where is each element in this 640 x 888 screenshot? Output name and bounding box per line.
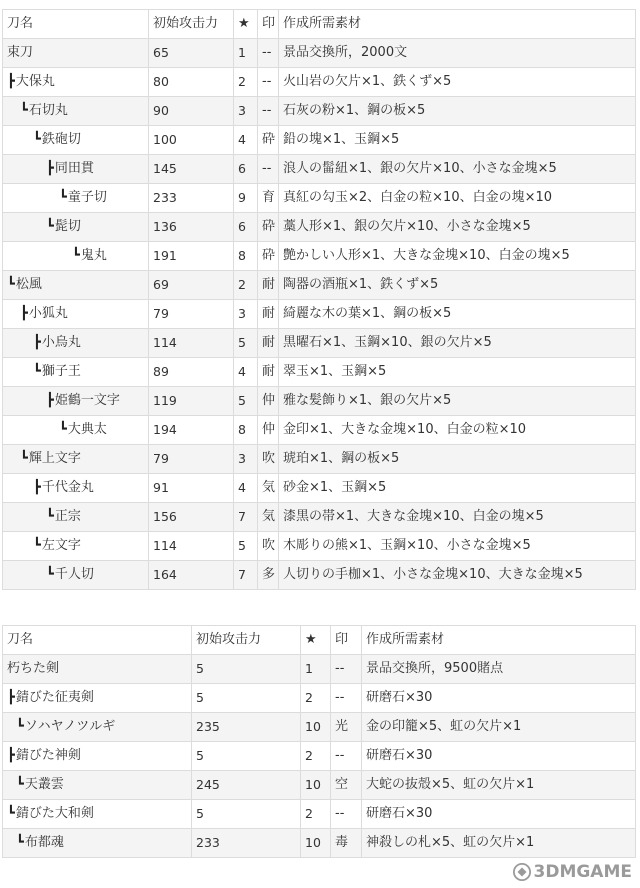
seal-cell: 砕 xyxy=(258,242,279,271)
attack-cell: 5 xyxy=(192,655,301,684)
star-cell: 8 xyxy=(234,242,258,271)
attack-cell: 69 xyxy=(149,271,234,300)
materials-cell: 綺麗な木の葉×1、鋼の板×5 xyxy=(279,300,636,329)
attack-cell: 100 xyxy=(149,126,234,155)
materials-cell: 研磨石×30 xyxy=(362,800,636,829)
sword-name: 天叢雲 xyxy=(24,777,64,792)
table-row xyxy=(3,271,636,300)
watermark-text: 3DMGAME xyxy=(533,862,632,882)
table-row xyxy=(3,242,636,271)
star-cell: 3 xyxy=(234,300,258,329)
seal-cell: 育 xyxy=(258,184,279,213)
sword-name-cell xyxy=(3,445,149,474)
materials-cell: 景品交換所，9500賭点 xyxy=(362,655,636,684)
header-row xyxy=(3,10,636,39)
table-row xyxy=(3,68,636,97)
seal-cell: 吹 xyxy=(258,532,279,561)
table-row xyxy=(3,300,636,329)
materials-cell: 漆黒の帯×1、大きな金塊×10、白金の塊×5 xyxy=(279,503,636,532)
materials-cell: 浪人の髷紐×1、銀の欠片×10、小さな金塊×5 xyxy=(279,155,636,184)
attack-cell: 5 xyxy=(192,742,301,771)
sword-name-cell xyxy=(3,300,149,329)
star-cell: 5 xyxy=(234,532,258,561)
sword-name: 鬼丸 xyxy=(80,248,107,263)
table-row xyxy=(3,39,636,68)
sword-name-cell xyxy=(3,416,149,445)
seal-cell: -- xyxy=(258,97,279,126)
star-cell: 1 xyxy=(234,39,258,68)
attack-cell: 136 xyxy=(149,213,234,242)
attack-cell: 233 xyxy=(192,829,301,858)
sword-name: 千代金丸 xyxy=(41,480,94,495)
sword-name-cell xyxy=(3,358,149,387)
attack-cell: 79 xyxy=(149,445,234,474)
materials-cell: 研磨石×30 xyxy=(362,684,636,713)
star-cell: 4 xyxy=(234,474,258,503)
star-cell: 5 xyxy=(234,329,258,358)
seal-cell: 耐 xyxy=(258,358,279,387)
materials-cell: 黒曜石×1、玉鋼×10、銀の欠片×5 xyxy=(279,329,636,358)
seal-cell: 砕 xyxy=(258,213,279,242)
header-sword-name: 刀名 xyxy=(3,626,192,655)
sword-name-cell xyxy=(3,97,149,126)
star-cell: 3 xyxy=(234,445,258,474)
table-row xyxy=(3,532,636,561)
table-row xyxy=(3,387,636,416)
materials-cell: 藁人形×1、銀の欠片×10、小さな金塊×5 xyxy=(279,213,636,242)
seal-cell: 耐 xyxy=(258,329,279,358)
header-materials: 作成所需素材 xyxy=(279,10,636,39)
attack-cell: 5 xyxy=(192,800,301,829)
sword-name: 松風 xyxy=(15,277,42,292)
attack-cell: 114 xyxy=(149,329,234,358)
table-row xyxy=(3,829,636,858)
sword-name-cell xyxy=(3,800,192,829)
header-seal: 印 xyxy=(331,626,362,655)
materials-cell: 砂金×1、玉鋼×5 xyxy=(279,474,636,503)
seal-cell: 耐 xyxy=(258,271,279,300)
sword-name-cell xyxy=(3,503,149,532)
tree-connector: ┗ xyxy=(46,509,54,524)
star-cell: 7 xyxy=(234,561,258,590)
star-cell: 10 xyxy=(301,829,331,858)
sword-name-cell xyxy=(3,655,192,684)
attack-cell: 5 xyxy=(192,684,301,713)
star-cell: 9 xyxy=(234,184,258,213)
tree-connector: ┣ xyxy=(33,480,41,495)
table-row xyxy=(3,358,636,387)
attack-cell: 89 xyxy=(149,358,234,387)
star-cell: 5 xyxy=(234,387,258,416)
sword-name-cell xyxy=(3,126,149,155)
sword-name-cell xyxy=(3,184,149,213)
star-cell: 2 xyxy=(301,742,331,771)
sword-name: 左文字 xyxy=(41,538,81,553)
tree-connector: ┗ xyxy=(16,719,24,734)
tree-connector: ┗ xyxy=(46,219,54,234)
tree-connector: ┗ xyxy=(33,132,41,147)
materials-cell: 大蛇の抜殻×5、虹の欠片×1 xyxy=(362,771,636,800)
attack-cell: 79 xyxy=(149,300,234,329)
tree-connector: ┣ xyxy=(7,748,15,763)
header-attack: 初始攻击力 xyxy=(192,626,301,655)
materials-cell: 雅な髪飾り×1、銀の欠片×5 xyxy=(279,387,636,416)
materials-cell: 石灰の粉×1、鋼の板×5 xyxy=(279,97,636,126)
table-row xyxy=(3,329,636,358)
sword-name: 錆びた大和剣 xyxy=(15,806,94,821)
materials-cell: 研磨石×30 xyxy=(362,742,636,771)
tree-connector: ┗ xyxy=(7,806,15,821)
sword-name-cell xyxy=(3,474,149,503)
header-row xyxy=(3,626,636,655)
tree-connector: ┗ xyxy=(20,103,28,118)
tree-connector: ┗ xyxy=(72,248,80,263)
sword-name-cell xyxy=(3,242,149,271)
materials-cell: 金印×1、大きな金塊×10、白金の粒×10 xyxy=(279,416,636,445)
table-row xyxy=(3,184,636,213)
attack-cell: 235 xyxy=(192,713,301,742)
sword-name: 童子切 xyxy=(67,190,107,205)
seal-cell: -- xyxy=(331,742,362,771)
star-cell: 2 xyxy=(301,800,331,829)
sword-name: 布都魂 xyxy=(24,835,64,850)
sword-name-cell xyxy=(3,213,149,242)
sword-name: 朽ちた剣 xyxy=(7,661,60,676)
attack-cell: 156 xyxy=(149,503,234,532)
attack-cell: 194 xyxy=(149,416,234,445)
seal-cell: 砕 xyxy=(258,126,279,155)
materials-cell: 木彫りの熊×1、玉鋼×10、小さな金塊×5 xyxy=(279,532,636,561)
star-cell: 2 xyxy=(234,271,258,300)
seal-cell: -- xyxy=(258,39,279,68)
attack-cell: 90 xyxy=(149,97,234,126)
star-cell: 2 xyxy=(234,68,258,97)
tree-connector: ┗ xyxy=(33,364,41,379)
materials-cell: 艶かしい人形×1、大きな金塊×10、白金の塊×5 xyxy=(279,242,636,271)
star-cell: 10 xyxy=(301,771,331,800)
header-star: ★ xyxy=(234,10,258,39)
seal-cell: 仲 xyxy=(258,387,279,416)
seal-cell: -- xyxy=(331,655,362,684)
attack-cell: 245 xyxy=(192,771,301,800)
tree-connector: ┗ xyxy=(59,190,67,205)
table-row xyxy=(3,503,636,532)
tree-connector: ┣ xyxy=(33,335,41,350)
seal-cell: -- xyxy=(331,800,362,829)
sword-name: 姫鶴一文字 xyxy=(54,393,120,408)
sword-name: 輝上文字 xyxy=(28,451,81,466)
attack-cell: 80 xyxy=(149,68,234,97)
tree-connector: ┣ xyxy=(7,690,15,705)
tree-connector: ┣ xyxy=(46,161,54,176)
attack-cell: 119 xyxy=(149,387,234,416)
seal-cell: 光 xyxy=(331,713,362,742)
seal-cell: -- xyxy=(258,68,279,97)
tree-connector: ┗ xyxy=(59,422,67,437)
star-cell: 4 xyxy=(234,358,258,387)
table-row xyxy=(3,713,636,742)
star-cell: 2 xyxy=(301,684,331,713)
materials-cell: 翠玉×1、玉鋼×5 xyxy=(279,358,636,387)
watermark xyxy=(513,862,633,882)
seal-cell: 耐 xyxy=(258,300,279,329)
materials-cell: 真紅の勾玉×2、白金の粒×10、白金の塊×10 xyxy=(279,184,636,213)
tree-connector: ┣ xyxy=(46,393,54,408)
seal-cell: 多 xyxy=(258,561,279,590)
star-cell: 8 xyxy=(234,416,258,445)
sword-name: 束刀 xyxy=(7,45,34,60)
seal-cell: 毒 xyxy=(331,829,362,858)
seal-cell: 気 xyxy=(258,474,279,503)
sword-name: 錆びた征夷剣 xyxy=(15,690,94,705)
materials-cell: 琥珀×1、鋼の板×5 xyxy=(279,445,636,474)
attack-cell: 145 xyxy=(149,155,234,184)
materials-cell: 景品交換所，2000文 xyxy=(279,39,636,68)
sword-name: 錆びた神剣 xyxy=(15,748,81,763)
attack-cell: 233 xyxy=(149,184,234,213)
star-cell: 4 xyxy=(234,126,258,155)
sword-name-cell xyxy=(3,829,192,858)
table-row xyxy=(3,445,636,474)
seal-cell: 吹 xyxy=(258,445,279,474)
sword-name-cell xyxy=(3,68,149,97)
table-row xyxy=(3,126,636,155)
sword-name: 鉄砲切 xyxy=(41,132,81,147)
table-row xyxy=(3,213,636,242)
tree-connector: ┗ xyxy=(16,777,24,792)
tree-connector: ┣ xyxy=(7,74,15,89)
sword-name-cell xyxy=(3,329,149,358)
materials-cell: 陶器の酒瓶×1、鉄くず×5 xyxy=(279,271,636,300)
sword-name-cell xyxy=(3,771,192,800)
sword-name: 大保丸 xyxy=(15,74,55,89)
sword-name: 髭切 xyxy=(54,219,81,234)
header-materials: 作成所需素材 xyxy=(362,626,636,655)
sword-name: 石切丸 xyxy=(28,103,68,118)
star-cell: 7 xyxy=(234,503,258,532)
star-cell: 6 xyxy=(234,213,258,242)
header-attack: 初始攻击力 xyxy=(149,10,234,39)
table-row xyxy=(3,771,636,800)
sword-name-cell xyxy=(3,532,149,561)
sword-name: 小狐丸 xyxy=(28,306,68,321)
table-row xyxy=(3,561,636,590)
tree-connector: ┗ xyxy=(7,277,15,292)
table-row xyxy=(3,155,636,184)
tree-connector: ┗ xyxy=(16,835,24,850)
header-seal: 印 xyxy=(258,10,279,39)
header-star: ★ xyxy=(301,626,331,655)
3dm-logo-icon xyxy=(513,863,531,881)
sword-name: 大典太 xyxy=(67,422,107,437)
sword-name-cell xyxy=(3,713,192,742)
sword-name-cell xyxy=(3,155,149,184)
sword-name: 同田貫 xyxy=(54,161,94,176)
seal-cell: -- xyxy=(258,155,279,184)
tree-connector: ┣ xyxy=(20,306,28,321)
sword-name: 獅子王 xyxy=(41,364,81,379)
table-row xyxy=(3,684,636,713)
tree-connector: ┗ xyxy=(46,567,54,582)
materials-cell: 人切りの手枷×1、小さな金塊×10、大きな金塊×5 xyxy=(279,561,636,590)
sword-name-cell xyxy=(3,271,149,300)
star-cell: 1 xyxy=(301,655,331,684)
sword-table-1 xyxy=(2,9,636,590)
seal-cell: 気 xyxy=(258,503,279,532)
sword-name-cell xyxy=(3,742,192,771)
attack-cell: 164 xyxy=(149,561,234,590)
materials-cell: 神殺しの札×5、虹の欠片×1 xyxy=(362,829,636,858)
tree-connector: ┗ xyxy=(33,538,41,553)
attack-cell: 91 xyxy=(149,474,234,503)
materials-cell: 金の印籠×5、虹の欠片×1 xyxy=(362,713,636,742)
sword-name: ソハヤノツルギ xyxy=(24,719,116,734)
seal-cell: 空 xyxy=(331,771,362,800)
star-cell: 10 xyxy=(301,713,331,742)
seal-cell: -- xyxy=(331,684,362,713)
sword-name: 小烏丸 xyxy=(41,335,81,350)
seal-cell: 仲 xyxy=(258,416,279,445)
table-row xyxy=(3,97,636,126)
attack-cell: 191 xyxy=(149,242,234,271)
sword-name-cell xyxy=(3,684,192,713)
sword-name-cell xyxy=(3,39,149,68)
attack-cell: 65 xyxy=(149,39,234,68)
attack-cell: 114 xyxy=(149,532,234,561)
sword-name-cell xyxy=(3,387,149,416)
table-row xyxy=(3,655,636,684)
materials-cell: 鉛の塊×1、玉鋼×5 xyxy=(279,126,636,155)
sword-name-cell xyxy=(3,561,149,590)
tree-connector: ┗ xyxy=(20,451,28,466)
table-row xyxy=(3,474,636,503)
table-row xyxy=(3,416,636,445)
table-row xyxy=(3,742,636,771)
header-sword-name: 刀名 xyxy=(3,10,149,39)
sword-table-2 xyxy=(2,625,636,858)
materials-cell: 火山岩の欠片×1、鉄くず×5 xyxy=(279,68,636,97)
star-cell: 3 xyxy=(234,97,258,126)
sword-name: 千人切 xyxy=(54,567,94,582)
star-cell: 6 xyxy=(234,155,258,184)
table-row xyxy=(3,800,636,829)
sword-name: 正宗 xyxy=(54,509,81,524)
